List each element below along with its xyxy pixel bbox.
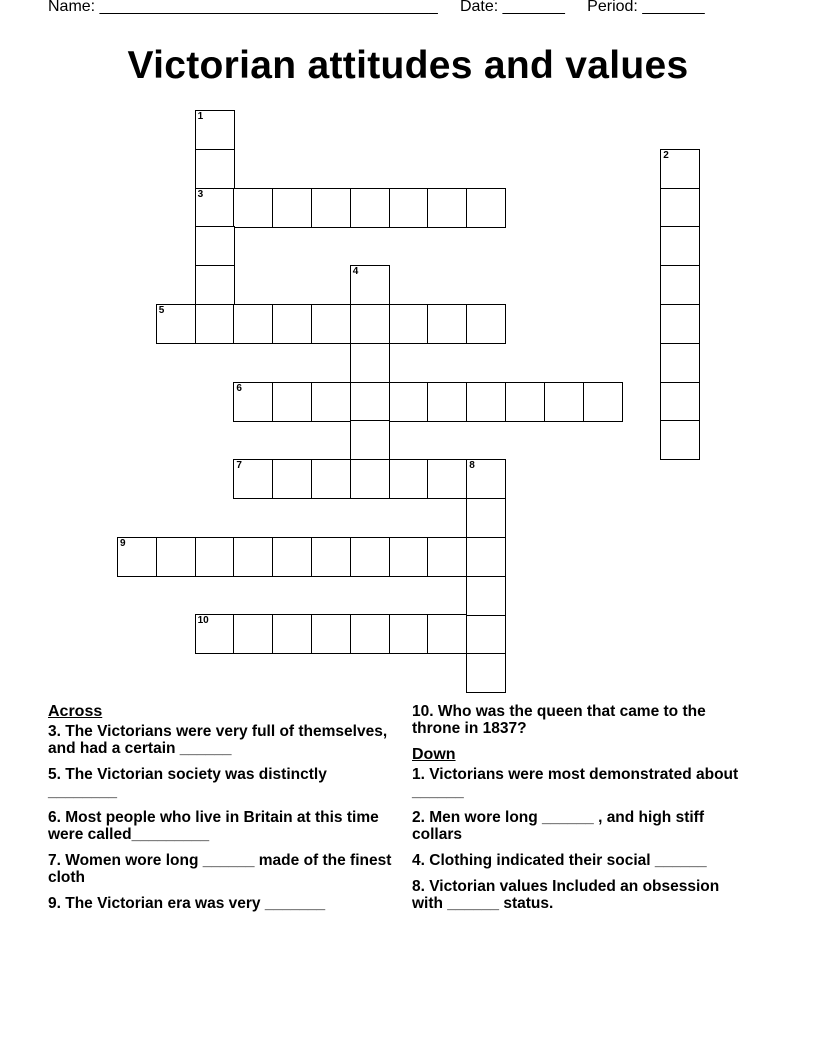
clue-number: 10 (197, 615, 209, 627)
grid-cell[interactable] (427, 537, 467, 577)
clue-number: 4 (352, 266, 359, 278)
down-clue-4: 4. Clothing indicated their social ______ (412, 852, 707, 869)
grid-cell[interactable] (233, 188, 273, 228)
grid-cell[interactable] (466, 614, 506, 654)
grid-cell[interactable] (311, 188, 351, 228)
down-clues (412, 703, 752, 921)
grid-cell[interactable] (195, 265, 235, 305)
grid-cell[interactable] (466, 653, 506, 693)
grid-cell[interactable] (350, 343, 390, 383)
grid-cell[interactable] (544, 382, 584, 422)
grid-cell[interactable] (233, 459, 273, 499)
grid-cell[interactable] (311, 382, 351, 422)
grid-cell[interactable] (272, 614, 312, 654)
down-clue-1: 1. Victorians were most demonstrated about ______ (412, 766, 739, 800)
across-clue-9: 9. The Victorian era was very _______ (48, 895, 326, 912)
across-clue-7: 7. Women wore long ______ made of the finest cloth (48, 852, 392, 886)
grid-cell[interactable] (466, 304, 506, 344)
grid-cell[interactable] (389, 382, 429, 422)
grid-cell[interactable] (195, 226, 235, 266)
grid-cell[interactable] (311, 304, 351, 344)
grid-cell[interactable] (389, 537, 429, 577)
clue-number: 9 (120, 537, 126, 549)
grid-cell[interactable] (466, 459, 506, 499)
grid-cell[interactable] (660, 304, 700, 344)
page-title: Victorian attitudes and values (127, 44, 689, 87)
grid-cell[interactable] (233, 614, 273, 654)
down-clue-8: 8. Victorian values Included an obsession with ______ status. (412, 878, 720, 912)
grid-cell[interactable] (466, 576, 506, 616)
grid-cell[interactable] (389, 459, 429, 499)
clue-number: 2 (663, 149, 669, 161)
grid-cell[interactable] (389, 614, 429, 654)
across-clue-10: 10. Who was the queen that came to the throne in 1837? (412, 703, 706, 737)
grid-cell[interactable] (660, 343, 700, 383)
clue-number: 3 (197, 188, 204, 200)
grid-cell[interactable] (272, 382, 312, 422)
grid-cell[interactable] (389, 304, 429, 344)
across-clue-6: 6. Most people who live in Britain at this time were called_________ (48, 809, 379, 843)
grid-cell[interactable] (427, 188, 467, 228)
grid-cell[interactable] (466, 498, 506, 538)
grid-cell[interactable] (156, 304, 196, 344)
across-clue-3: 3. The Victorians were very full of themselves, and had a certain ______ (48, 723, 388, 757)
grid-cell[interactable] (660, 382, 700, 422)
grid-cell[interactable] (350, 614, 390, 654)
grid-cell[interactable] (660, 265, 700, 305)
grid-cell[interactable] (350, 188, 390, 228)
across-clue-5: 5. The Victorian society was distinctly ________ (48, 766, 327, 800)
grid-cell[interactable] (233, 537, 273, 577)
grid-cell[interactable] (311, 614, 351, 654)
grid-cell[interactable] (272, 459, 312, 499)
grid-cell[interactable] (117, 537, 157, 577)
grid-cell[interactable] (350, 537, 390, 577)
grid-cell[interactable] (156, 537, 196, 577)
grid-cell[interactable] (272, 188, 312, 228)
grid-cell[interactable] (660, 149, 700, 189)
clue-number: 1 (197, 111, 204, 122)
clue-number: 6 (236, 382, 242, 394)
grid-cell[interactable] (233, 304, 273, 344)
name-field-label[interactable]: Name: ______________________________________ (48, 0, 438, 15)
clue-number: 5 (158, 305, 165, 316)
grid-cell[interactable] (195, 149, 235, 189)
grid-cell[interactable] (195, 110, 235, 150)
grid-cell[interactable] (505, 382, 545, 422)
grid-cell[interactable] (389, 188, 429, 228)
down-clue-2: 2. Men wore long ______ , and high stiff collars (412, 809, 704, 843)
grid-cell[interactable] (350, 420, 390, 460)
grid-cell[interactable] (660, 188, 700, 228)
across-heading: Across (48, 703, 103, 720)
clue-number: 8 (469, 460, 475, 472)
grid-cell[interactable] (350, 382, 390, 422)
grid-cell[interactable] (311, 537, 351, 577)
grid-cell[interactable] (427, 459, 467, 499)
grid-cell[interactable] (583, 382, 623, 422)
down-heading: Down (412, 746, 456, 763)
grid-cell[interactable] (272, 304, 312, 344)
grid-cell[interactable] (660, 226, 700, 266)
grid-cell[interactable] (350, 265, 390, 305)
grid-cell[interactable] (195, 304, 235, 344)
grid-cell[interactable] (427, 614, 467, 654)
grid-cell[interactable] (350, 459, 390, 499)
grid-cell[interactable] (427, 304, 467, 344)
grid-cell[interactable] (195, 614, 235, 654)
period-field-label[interactable]: Period: _______ (587, 0, 705, 15)
grid-cell[interactable] (660, 420, 700, 460)
grid-cell[interactable] (427, 382, 467, 422)
grid-cell[interactable] (311, 459, 351, 499)
grid-cell[interactable] (195, 188, 235, 228)
date-field-label[interactable]: Date: _______ (459, 0, 565, 15)
clue-number: 7 (236, 460, 242, 472)
grid-cell[interactable] (466, 382, 506, 422)
grid-cell[interactable] (233, 382, 273, 422)
across-clues (48, 703, 393, 921)
grid-cell[interactable] (350, 304, 390, 344)
grid-cell[interactable] (272, 537, 312, 577)
grid-cell[interactable] (195, 537, 235, 577)
grid-cell[interactable] (466, 537, 506, 577)
grid-cell[interactable] (466, 188, 506, 228)
